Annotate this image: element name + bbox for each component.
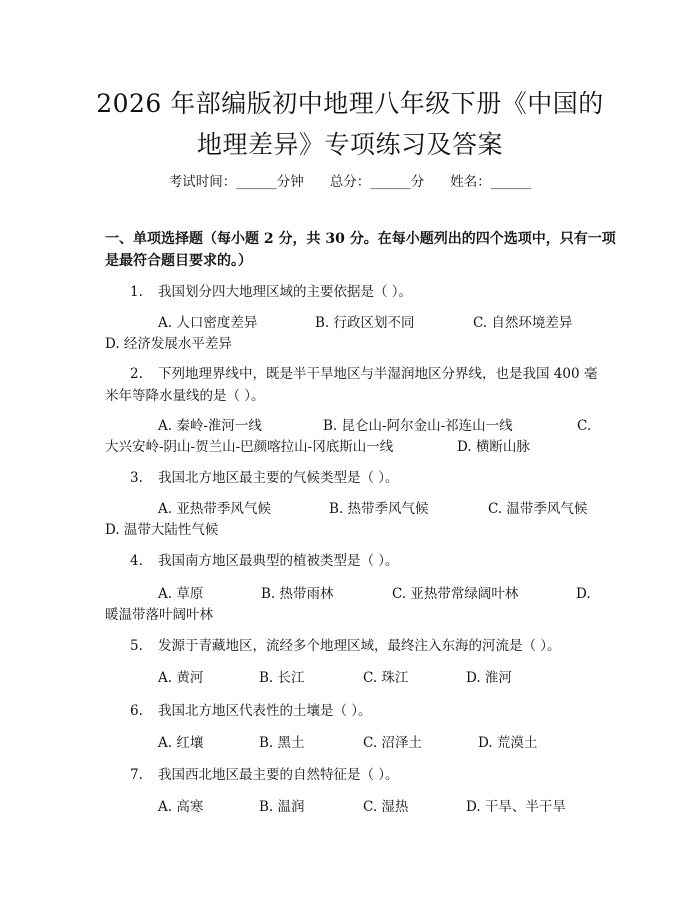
question-number: 4. bbox=[130, 553, 143, 569]
option-d: D. 淮河 bbox=[466, 670, 512, 686]
exam-title-line-2: 地理差异》专项练习及答案 bbox=[196, 130, 503, 159]
option-c: C. 珠江 bbox=[363, 670, 409, 686]
option-a: A. 人口密度差异 bbox=[158, 315, 258, 331]
option-a: A. 秦岭-淮河一线 bbox=[158, 418, 262, 434]
question-1-stem bbox=[105, 281, 605, 303]
question-text: 我国北方地区最主要的气候类型是（ ）。 bbox=[158, 470, 399, 486]
question-number: 1. bbox=[130, 284, 143, 300]
option-c: C. 自然环境差异 bbox=[473, 315, 573, 331]
option-d: D. 干旱、半干旱 bbox=[466, 799, 566, 815]
question-text: 我国北方地区代表性的土壤是（ ）。 bbox=[158, 703, 372, 719]
exam-title-line-1: 2026 年部编版初中地理八年级下册《中国的 bbox=[96, 89, 604, 118]
option-b: B. 温润 bbox=[259, 799, 305, 815]
question-number: 7. bbox=[130, 767, 143, 783]
option-c-label: C. bbox=[577, 418, 592, 434]
option-d: D. 经济发展水平差异 bbox=[105, 336, 232, 352]
question-5-stem bbox=[105, 635, 605, 657]
option-a: A. 草原 bbox=[158, 586, 204, 602]
option-b: B. 热带季风气候 bbox=[329, 501, 429, 517]
question-number: 6. bbox=[130, 703, 143, 719]
option-d: D. 横断山脉 bbox=[457, 439, 530, 455]
question-text: 我国西北地区最主要的自然特征是（ ）。 bbox=[158, 767, 399, 783]
question-7-stem bbox=[105, 764, 605, 786]
question-6-stem bbox=[105, 700, 605, 722]
option-c: C. 湿热 bbox=[363, 799, 409, 815]
question-number: 3. bbox=[130, 470, 143, 486]
option-c: C. 亚热带常绿阔叶林 bbox=[392, 586, 519, 602]
question-number: 2. bbox=[130, 366, 143, 382]
option-b: B. 长江 bbox=[259, 670, 305, 686]
question-text: 下列地理界线中，既是半干旱地区与半湿润地区分界线，也是我国 400 毫 bbox=[158, 366, 598, 382]
option-b: B. 热带雨林 bbox=[261, 586, 334, 602]
option-a: A. 红壤 bbox=[158, 735, 204, 751]
option-d-label: D. bbox=[576, 586, 591, 602]
option-a: A. 亚热带季风气候 bbox=[158, 501, 271, 517]
question-number: 5. bbox=[130, 638, 143, 654]
option-d: D. 温带大陆性气候 bbox=[105, 522, 219, 538]
question-2-stem-line-2: 米年等降水量线的是（ ）。 bbox=[105, 388, 265, 404]
option-b: B. 昆仑山-阿尔金山-祁连山一线 bbox=[323, 418, 513, 434]
section-heading-line-2: 是最符合题目要求的。） bbox=[105, 253, 252, 269]
question-text: 发源于青藏地区，流经多个地理区域，最终注入东海的河流是（ ）。 bbox=[158, 638, 561, 654]
question-text: 我国划分四大地理区域的主要依据是（ ）。 bbox=[158, 284, 413, 300]
option-a: A. 黄河 bbox=[158, 670, 204, 686]
exam-meta bbox=[0, 170, 700, 190]
option-d: D. 荒漠土 bbox=[478, 735, 538, 751]
exam-name: 姓名：______ bbox=[450, 174, 532, 190]
exam-score: 总分：______分 bbox=[329, 174, 425, 190]
option-b: B. 行政区划不同 bbox=[315, 315, 415, 331]
exam-time: 考试时间：______分钟 bbox=[168, 174, 304, 190]
option-b: B. 黑土 bbox=[259, 735, 305, 751]
option-a: A. 高寒 bbox=[158, 799, 204, 815]
question-text: 我国南方地区最典型的植被类型是（ ）。 bbox=[158, 553, 399, 569]
question-3-stem bbox=[105, 467, 605, 489]
option-d-text: 暖温带落叶阔叶林 bbox=[105, 607, 213, 623]
option-c: C. 温带季风气候 bbox=[488, 501, 588, 517]
question-4-stem bbox=[105, 550, 605, 572]
option-c-text: 大兴安岭-阴山-贺兰山-巴颜喀拉山-冈底斯山一线 bbox=[105, 439, 394, 455]
section-heading-line-1: 一、单项选择题（每小题 2 分，共 30 分。在每小题列出的四个选项中，只有一项 bbox=[105, 231, 616, 247]
option-c: C. 沼泽土 bbox=[363, 735, 422, 751]
question-2-stem bbox=[105, 363, 605, 385]
